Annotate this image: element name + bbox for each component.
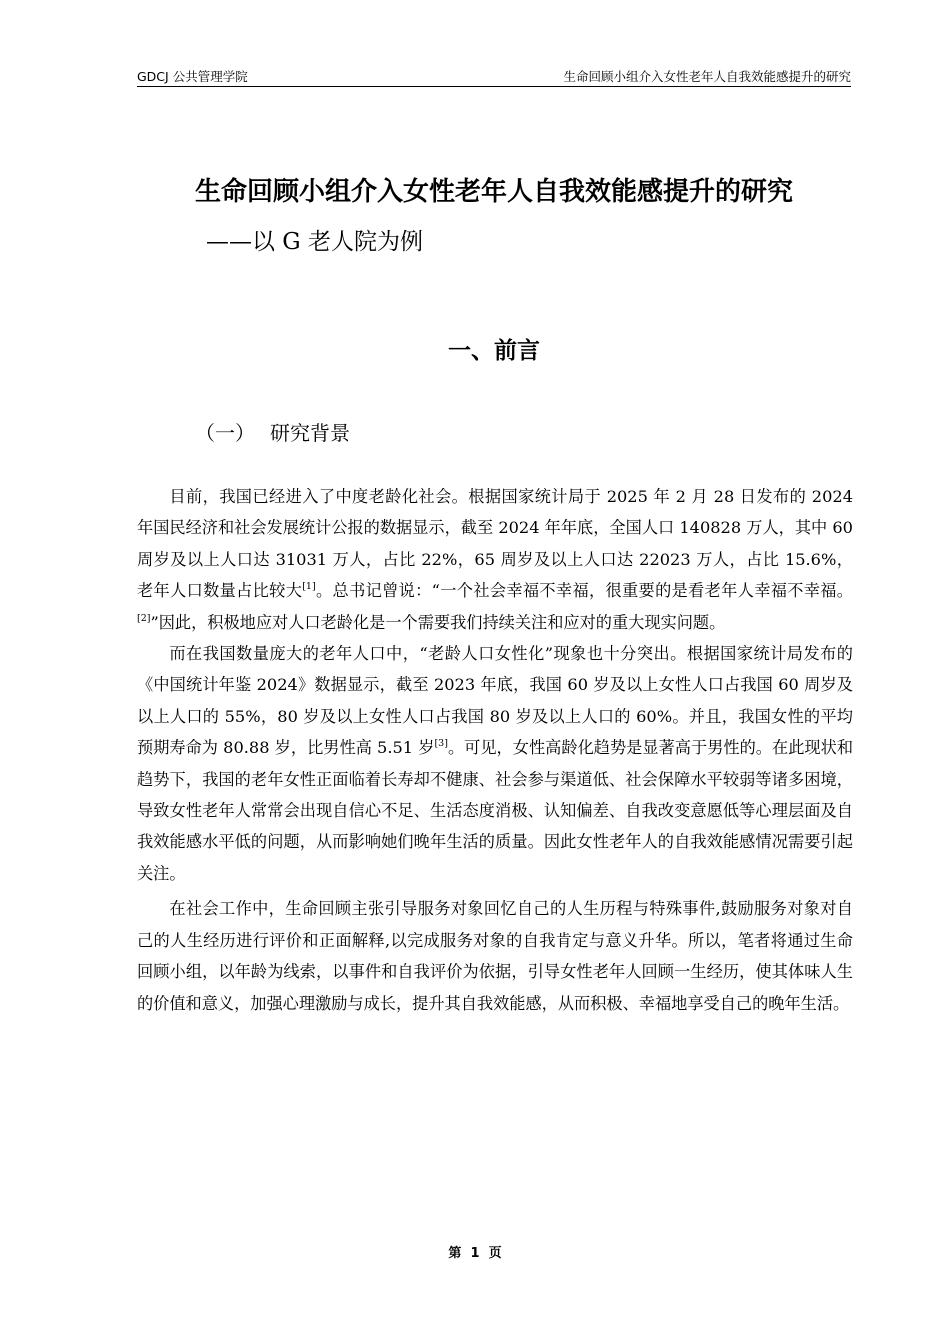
subsection-heading <box>195 417 350 449</box>
subsection-title: 研究背景 <box>270 421 350 445</box>
paragraph-1-text-c: ”因此，积极地应对人口老龄化是一个需要我们持续关注和应对的重大现实问题。 <box>150 612 726 632</box>
subsection-number: （一） <box>195 421 255 445</box>
body-text <box>137 481 853 1019</box>
paragraph-3: 在社会工作中，生命回顾主张引导服务对象回忆自己的人生历程与特殊事件,鼓励服务对象对自己的人生经历进行评价和正面解释,以完成服务对象的自我肯定与意义升华。所以，笔者将通过生命回顾小组，以年龄为线索，以事件和自我评价为依据，引导女性老年人回顾一生经历，使其体味人生的价值和意义，加强心理激励与成长，提升其自我效能感，从而积极、幸福地享受自己的晚年生活。 <box>137 899 853 1013</box>
paragraph-1-text-a: 目前，我国已经进入了中度老龄化社会。根据国家统计局于 2025 年 2 月 28 日发布的 2024 年国民经济和社会发展统计公报的数据显示，截至 2024 年年底，全国人口 140828 万人，其中 60 周岁及以上人口达 31031 万人，占比 22%，65 周岁及以上人口达 22023 万人，占比 15.6%，老年人口数量占比较大 <box>137 487 853 601</box>
page-number: 第 1 页 <box>448 1246 502 1261</box>
paragraph-2-text-a: 而在我国数量庞大的老年人口中，“老龄人口女性化”现象也十分突出。根据国家统计局发布的《中国统计年鉴 2024》数据显示，截至 2023 年底，我国 60 岁及以上女性人口占我国 60 周岁及以上人口的 55%，80 岁及以上女性人口占我国 80 岁及以上人口的 60%。并且，我国女性的平均预期寿命为 80.88 岁，比男性高 5.51 岁 <box>137 644 853 758</box>
paragraph-2-text-b: 。可见，女性高龄化趋势是显著高于男性的。在此现状和趋势下，我国的老年女性正面临着长寿却不健康、社会参与渠道低、社会保障水平较弱等诸多困境，导致女性老年人常常会出现自信心不足、生活态度消极、认知偏差、自我改变意愿低等心理层面及自我效能感水平低的问题，从而影响她们晚年生活的质量。因此女性老年人的自我效能感情况需要引起关注。 <box>137 738 854 883</box>
citation-ref-3: [3] <box>434 738 448 750</box>
page-header <box>137 68 851 87</box>
citation-ref-1: [1] <box>302 581 316 593</box>
citation-ref-2: [2] <box>137 612 151 624</box>
header-institution: GDCJ 公共管理学院 <box>137 69 248 84</box>
section-heading: 一、前言 <box>448 338 540 364</box>
paragraph-2 <box>137 638 853 889</box>
header-running-title: 生命回顾小组介入女性老年人自我效能感提升的研究 <box>563 69 851 84</box>
document-subtitle: ——以 G 老人院为例 <box>206 229 423 255</box>
paragraph-1 <box>137 481 853 638</box>
paragraph-1-text-b: 。总书记曾说：“一个社会幸福不幸福，很重要的是看老年人幸福不幸福。 <box>315 581 853 601</box>
document-title: 生命回顾小组介入女性老年人自我效能感提升的研究 <box>194 177 793 207</box>
